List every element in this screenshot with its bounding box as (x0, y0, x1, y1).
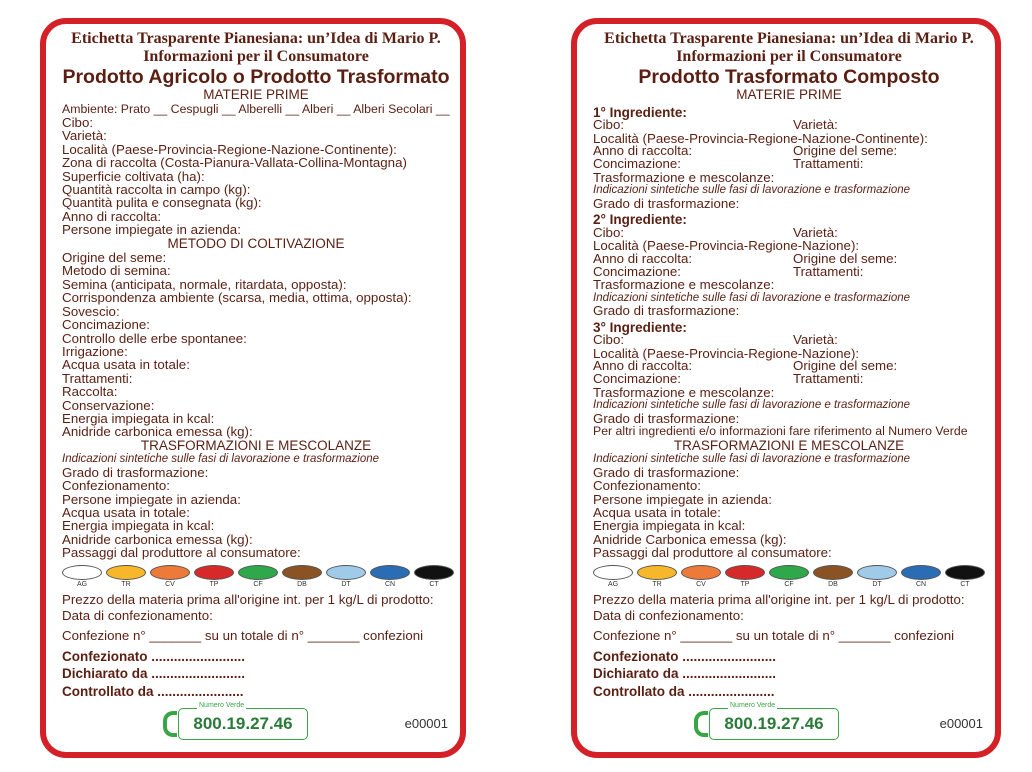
legend-swatch (370, 565, 410, 580)
field-line: Varietà: (62, 128, 107, 144)
legend-db: DB (282, 565, 322, 589)
legend-swatch (106, 565, 146, 580)
product-type: Prodotto Agricolo o Prodotto Trasformato (62, 66, 450, 88)
legend-swatch (857, 565, 897, 580)
numero-verde-box (709, 702, 839, 740)
field-line: Irrigazione: (62, 343, 128, 359)
legend-ct: CT (414, 565, 454, 589)
confezione-count: Confezione n° _______ su un totale di n° _______ confezioni (62, 627, 424, 643)
altri-ingredienti-note: Per altri ingredienti e/o informazioni fare riferimento al Numero Verde (593, 424, 968, 439)
field-line: Trasformazione e mescolanze: (593, 277, 775, 293)
controllato-line: Controllato da ....................... (593, 683, 775, 699)
prezzo-line: Prezzo della materia prima all'origine int. per 1 kg/L di prodotto: (593, 591, 965, 607)
field-line: Trattamenti: (62, 370, 133, 386)
field-pair: Concimazione: Trattamenti: (593, 371, 864, 387)
legend-cf: CF (238, 565, 278, 589)
legend-cf: CF (769, 565, 809, 589)
legend-ag: AG (62, 565, 102, 589)
field-line: Anidride carbonica emessa (kg): (62, 424, 253, 440)
ingredient-indicazioni: Indicazioni sintetiche sulle fasi di lavorazione e trasformazione (593, 399, 911, 412)
label-code: e00001 (404, 716, 448, 731)
legend-swatch (813, 565, 853, 580)
prezzo-line: Prezzo della materia prima all'origine int. per 1 kg/L di prodotto: (62, 591, 434, 607)
field-line: Trasformazione e mescolanze: (593, 169, 775, 185)
numero-verde-label: Numero Verde (199, 702, 245, 709)
legend-swatch (238, 565, 278, 580)
field-line: Conservazione: (62, 397, 155, 413)
field-line: Sovescio: (62, 303, 120, 319)
field-pair: Anno di raccolta: Origine del seme: (593, 143, 898, 159)
field-line: Anno di raccolta: (62, 208, 162, 224)
phone-icon (163, 711, 177, 737)
field-line: Grado di trasformazione: (62, 464, 209, 480)
legend-ct: CT (945, 565, 985, 589)
legend-cv: CV (150, 565, 190, 589)
legend-dt: DT (326, 565, 366, 589)
label-code: e00001 (939, 716, 983, 731)
section-materie-prime: MATERIE PRIME (203, 87, 309, 102)
field-pair: Anno di raccolta: Origine del seme: (593, 358, 898, 374)
data-confezionamento: Data di confezionamento: (62, 607, 213, 623)
field-line: Origine del seme: (62, 250, 167, 266)
field-line: Grado di trasformazione: (593, 303, 740, 319)
field-line: Energia impiegata in kcal: (62, 518, 215, 534)
field-line: Concimazione: (62, 317, 150, 333)
field-line: Superficie coltivata (ha): (62, 168, 205, 184)
field-line: Raccolta: (62, 384, 118, 400)
field-line: Quantità raccolta in campo (kg): (62, 181, 251, 197)
legend-tr: TR (637, 565, 677, 589)
field-line: Persone impiegate in azienda: (62, 491, 241, 507)
product-type: Prodotto Trasformato Composto (638, 66, 940, 88)
legend-tp: TP (725, 565, 765, 589)
field-line: Trasformazione e mescolanze: (593, 385, 775, 401)
phone-icon (694, 711, 708, 737)
field-line: Persone impiegate in azienda: (593, 491, 772, 507)
legend-tp: TP (194, 565, 234, 589)
field-pair: Anno di raccolta: Origine del seme: (593, 250, 898, 266)
field-line: Quantità pulita e consegnata (kg): (62, 195, 262, 211)
label-title: Etichetta Trasparente Pianesiana: un’Idea di Mario P. (604, 30, 974, 47)
field-line: Corrispondenza ambiente (scarsa, media, ottima, opposta): (62, 290, 412, 306)
field-pair: Concimazione: Trattamenti: (593, 263, 864, 279)
field-line: Persone impiegate in azienda: (62, 222, 241, 238)
field-line: Confezionamento: (593, 478, 701, 494)
section-metodo-coltivazione: METODO DI COLTIVAZIONE (167, 235, 345, 251)
trasf-indicazioni: Indicazioni sintetiche sulle fasi di lavorazione e trasformazione (62, 453, 380, 466)
field-line: Controllo delle erbe spontanee: (62, 330, 247, 346)
section-trasformazioni: TRASFORMAZIONI E MESCOLANZE (140, 437, 372, 453)
numero-verde-label: Numero Verde (730, 702, 776, 709)
legend-cv: CV (681, 565, 721, 589)
field-line: Anidride carbonica emessa (kg): (62, 531, 253, 547)
legend-swatch (150, 565, 190, 580)
legend-swatch (326, 565, 366, 580)
field-line: Acqua usata in totale: (62, 357, 190, 373)
ingredient-indicazioni: Indicazioni sintetiche sulle fasi di lavorazione e trasformazione (593, 184, 911, 197)
field-line: Metodo di semina: (62, 263, 171, 279)
label-card-composto (571, 18, 1001, 758)
supply-chain-legend (62, 565, 450, 589)
field-line: Località (Paese-Provincia-Regione-Nazione): (593, 238, 860, 254)
label-subtitle: Informazioni per il Consumatore (676, 48, 902, 65)
field-line: Località (Paese-Provincia-Regione-Nazione): (593, 346, 860, 362)
field-line: Zona di raccolta (Costa-Pianura-Vallata-Collina-Montagna) (62, 155, 407, 171)
ingredient-title: 1° Ingrediente: (593, 104, 687, 120)
field-pair: Cibo: Varietà: (593, 224, 838, 240)
label-card-agricolo (40, 18, 466, 758)
legend-cn: CN (901, 565, 941, 589)
label-title: Etichetta Trasparente Pianesiana: un’Idea di Mario P. (71, 30, 441, 47)
numero-verde-number: 800.19.27.46 (193, 714, 293, 733)
controllato-line: Controllato da ....................... (62, 683, 244, 699)
legend-swatch (769, 565, 809, 580)
field-line: Località (Paese-Provincia-Regione-Nazione-Continente): (62, 141, 397, 157)
field-line: Passaggi dal produttore al consumatore: (62, 545, 301, 561)
supply-chain-legend (593, 565, 985, 589)
label-subtitle: Informazioni per il Consumatore (143, 48, 369, 65)
confezionato-line: Confezionato ......................... (62, 648, 246, 664)
field-line: Grado di trasformazione: (593, 410, 740, 426)
section-materie-prime: MATERIE PRIME (736, 87, 842, 102)
field-line: Ambiente: Prato __ Cespugli __ Alberelli __ Alberi __ Alberi Secolari __ (62, 101, 450, 116)
legend-cn: CN (370, 565, 410, 589)
dichiarato-line: Dichiarato da ......................... (593, 666, 777, 682)
legend-swatch (414, 565, 454, 580)
legend-tr: TR (106, 565, 146, 589)
legend-db: DB (813, 565, 853, 589)
legend-swatch (194, 565, 234, 580)
legend-swatch (725, 565, 765, 580)
legend-swatch (593, 565, 633, 580)
numero-verde-box (178, 702, 308, 740)
field-line: Acqua usata in totale: (593, 504, 721, 520)
field-line: Energia impiegata in kcal: (593, 518, 746, 534)
dichiarato-line: Dichiarato da ......................... (62, 666, 246, 682)
field-pair: Concimazione: Trattamenti: (593, 156, 864, 171)
field-line: Grado di trasformazione: (593, 195, 740, 211)
ingredient-indicazioni: Indicazioni sintetiche sulle fasi di lavorazione e trasformazione (593, 291, 911, 304)
field-line: Energia impiegata in kcal: (62, 410, 215, 426)
field-line: Grado di trasformazione: (593, 464, 740, 480)
legend-swatch (637, 565, 677, 580)
numero-verde-number: 800.19.27.46 (724, 714, 824, 733)
confezione-count: Confezione n° _______ su un totale di n° _______ confezioni (593, 627, 955, 643)
legend-swatch (901, 565, 941, 580)
confezionato-line: Confezionato ......................... (593, 648, 777, 664)
field-line: Confezionamento: (62, 478, 170, 494)
legend-ag: AG (593, 565, 633, 589)
legend-swatch (62, 565, 102, 580)
section-trasformazioni: TRASFORMAZIONI E MESCOLANZE (673, 437, 905, 453)
data-confezionamento: Data di confezionamento: (593, 607, 744, 623)
field-line: Semina (anticipata, normale, ritardata, opposta): (62, 276, 347, 292)
legend-swatch (282, 565, 322, 580)
field-line: Cibo: (62, 114, 94, 130)
field-line: Anidride Carbonica emessa (kg): (593, 531, 787, 547)
legend-swatch (681, 565, 721, 580)
legend-dt: DT (857, 565, 897, 589)
field-pair: Cibo: Varietà: (593, 117, 838, 132)
field-line: Località (Paese-Provincia-Regione-Nazione-Continente): (593, 130, 928, 146)
field-pair: Cibo: Varietà: (593, 332, 838, 348)
trasf-indicazioni: Indicazioni sintetiche sulle fasi di lavorazione e trasformazione (593, 453, 911, 466)
ingredient-title: 3° Ingrediente: (593, 319, 687, 335)
field-line: Passaggi dal produttore al consumatore: (593, 545, 832, 561)
legend-swatch (945, 565, 985, 580)
ingredient-title: 2° Ingrediente: (593, 212, 687, 228)
field-line: Acqua usata in totale: (62, 504, 190, 520)
